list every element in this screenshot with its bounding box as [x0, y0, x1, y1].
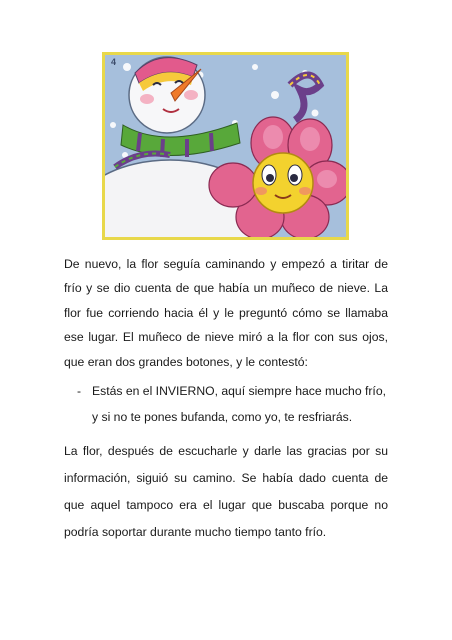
- dialogue-body: [92, 378, 397, 430]
- illustration-page-number: 4: [111, 57, 117, 67]
- dialogue-line-2: y si no te pones bufanda, como yo, te resfriarás.: [92, 410, 353, 424]
- snowman-dialogue: [77, 378, 397, 430]
- story-paragraph-2: La flor, después de escucharle y darle las gracias por su información, siguió su camino. Se había dado cuenta de que aquel tampoco era el lugar que buscaba porque no podría soportar durante mucho tiempo tanto frío.: [64, 444, 388, 539]
- snowman-flower-illustration: [102, 52, 349, 240]
- illustration-artwork: [105, 55, 346, 237]
- story-paragraph-1: [64, 252, 388, 374]
- paragraph-1-text: De nuevo, la flor seguía caminando y empezó a tiritar de frío y se dio cuenta de que había un muñeco de nieve. La flor fue corriendo hacia él y le preguntó cómo se llamaba ese lugar. El muñeco de nieve miró a la flor con sus ojos, que eran dos grandes botones, y le contestó:: [64, 257, 388, 369]
- dialogue-line-1: Estás en el INVIERNO, aquí siempre hace mucho frío,: [92, 384, 386, 398]
- dialogue-dash: -: [77, 384, 82, 398]
